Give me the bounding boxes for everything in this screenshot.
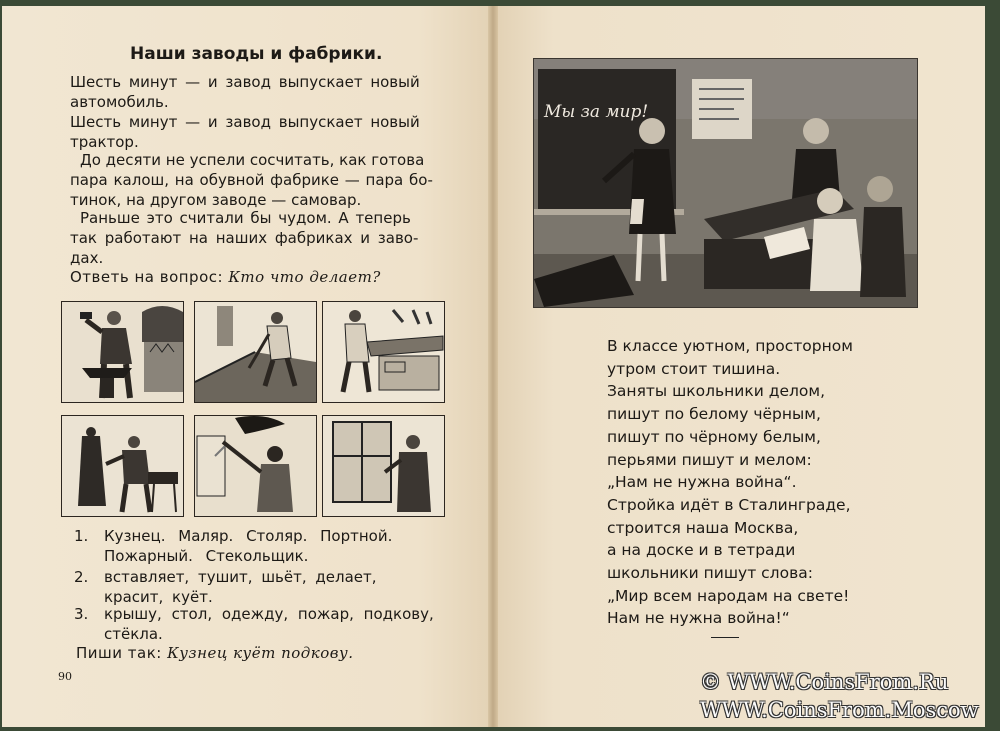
- blackboard-text: Мы за мир!: [544, 102, 649, 122]
- blacksmith-illustration: [61, 301, 184, 403]
- poem-line: пишут по чёрному белым,: [607, 427, 821, 446]
- tailor-illustration: [61, 415, 184, 517]
- poem-line: Нам не нужна война!“: [607, 609, 790, 628]
- poem-line: Стройка идёт в Сталинграде,: [607, 495, 851, 514]
- poem-line: утром стоит тишина.: [607, 359, 781, 378]
- carpenter-illustration: [322, 301, 445, 403]
- paragraph-2: Шесть минут — и завод выпускает новый трактор.: [70, 113, 420, 151]
- page-number: 90: [58, 670, 72, 683]
- firefighter-illustration: [194, 415, 317, 517]
- paragraph-4: Раньше это считали бы чудом. А теперь так работают на наших фабриках и заво- дах.: [70, 209, 419, 267]
- poem-line: Заняты школьники делом,: [607, 382, 825, 401]
- watermark-ru: © WWW.CoinsFrom.Ru: [700, 670, 949, 694]
- poem-line: строится наша Москва,: [607, 518, 799, 537]
- poem-line: В классе уютном, просторном: [607, 337, 853, 355]
- paragraph-1: Шесть минут — и завод выпускает новый автомобиль.: [70, 73, 420, 111]
- question: Ответь на вопрос: Кто что делает?: [70, 268, 381, 286]
- poem-line: пишут по белому чёрным,: [607, 405, 821, 424]
- poem-line: „Мир всем народам на свете!: [607, 586, 850, 605]
- poem-line: перьями пишут и мелом:: [607, 450, 812, 469]
- classroom-illustration: [533, 58, 918, 308]
- watermark-moscow: WWW.CoinsFrom.Moscow: [700, 698, 979, 722]
- poem: [607, 335, 853, 630]
- painter-illustration: [194, 301, 317, 403]
- paragraph-3: До десяти не успели сосчитать, как готова пара калош, на обувной фабрике — пара бо- тинок, на другом заводе — самовар.: [70, 151, 433, 209]
- glazier-illustration: [322, 415, 445, 517]
- page-title: Наши заводы и фабрики.: [130, 44, 383, 64]
- book-gutter: [488, 6, 498, 727]
- poem-line: а на доске и в тетради: [607, 541, 796, 560]
- writing-instruction: Пиши так: Кузнец куёт подкову.: [76, 644, 354, 662]
- poem-line: „Нам не нужна война“.: [607, 473, 797, 492]
- poem-line: школьники пишут слова:: [607, 564, 813, 583]
- end-dash: [711, 637, 739, 638]
